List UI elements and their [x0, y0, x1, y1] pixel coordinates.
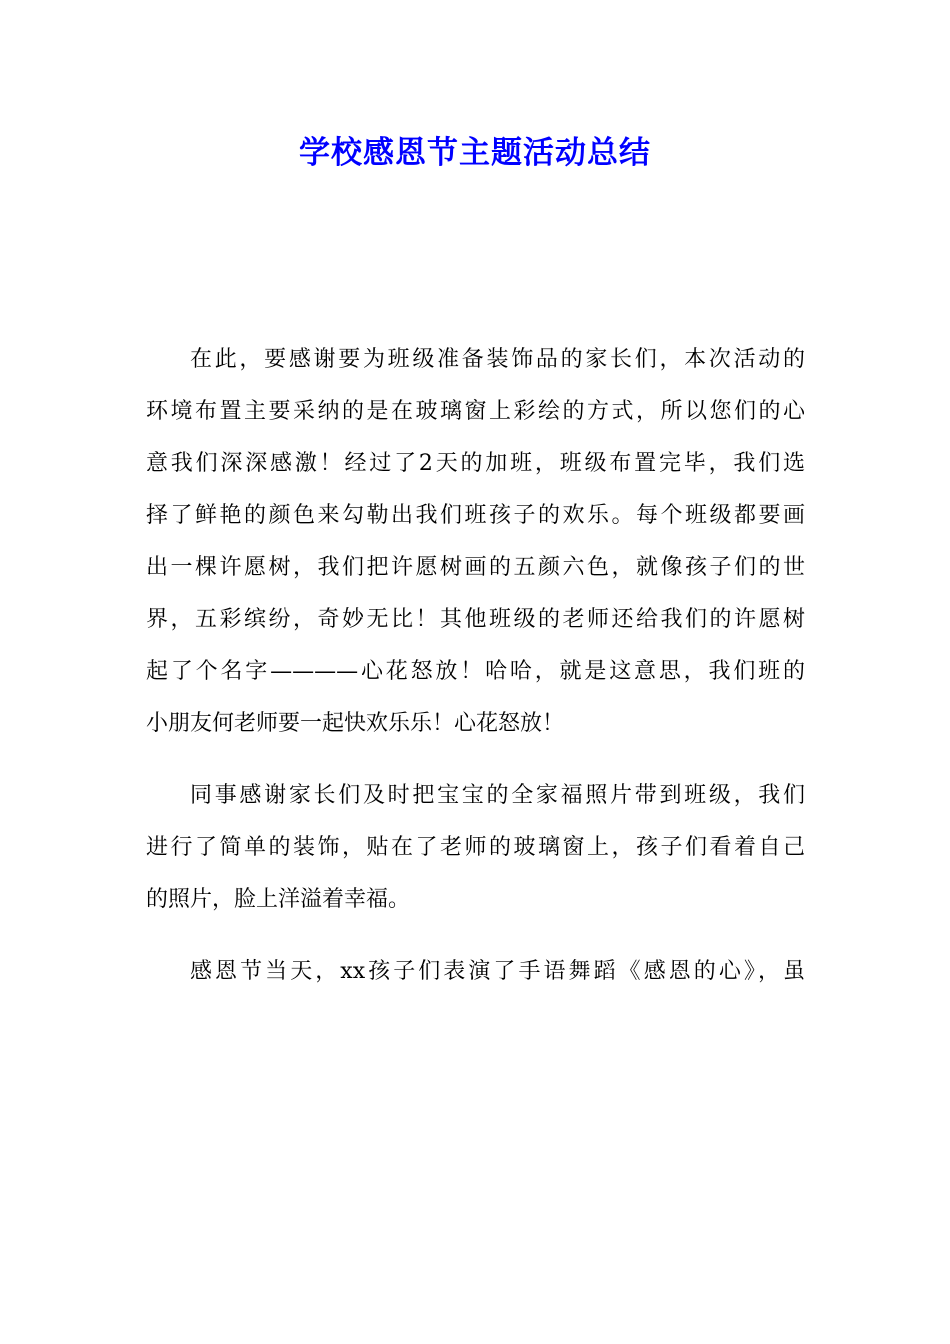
text-line: 界，五彩缤纷，奇妙无比！其他班级的老师还给我们的许愿树: [146, 607, 805, 632]
text-line: 的照片，脸上洋溢着幸福。: [146, 887, 411, 912]
document-body: [146, 334, 805, 998]
text-line: 同事感谢家长们及时把宝宝的全家福照片带到班级，我们: [190, 783, 805, 808]
paragraph-3: [146, 946, 805, 998]
paragraph-2: [146, 770, 805, 926]
text-line: 小朋友何老师要一起快欢乐乐！心花怒放！: [146, 711, 565, 736]
text-line: 环境布置主要采纳的是在玻璃窗上彩绘的方式，所以您们的心: [146, 399, 805, 424]
text-line: 择了鲜艳的颜色来勾勒出我们班孩子的欢乐。每个班级都要画: [146, 503, 805, 528]
text-line: 出一棵许愿树，我们把许愿树画的五颜六色，就像孩子们的世: [146, 555, 805, 580]
document-title: 学校感恩节主题活动总结: [299, 135, 651, 171]
text-line: 感恩节当天，xx孩子们表演了手语舞蹈《感恩的心》，虽: [190, 959, 805, 984]
text-line: 意我们深深感激！经过了2天的加班，班级布置完毕，我们选: [146, 451, 805, 476]
text-line: 进行了简单的装饰，贴在了老师的玻璃窗上，孩子们看着自己: [146, 835, 805, 860]
text-line: 起了个名字————心花怒放！哈哈，就是这意思，我们班的: [146, 659, 805, 684]
paragraph-1: [146, 334, 805, 750]
text-line: 在此，要感谢要为班级准备装饰品的家长们，本次活动的: [190, 347, 805, 372]
